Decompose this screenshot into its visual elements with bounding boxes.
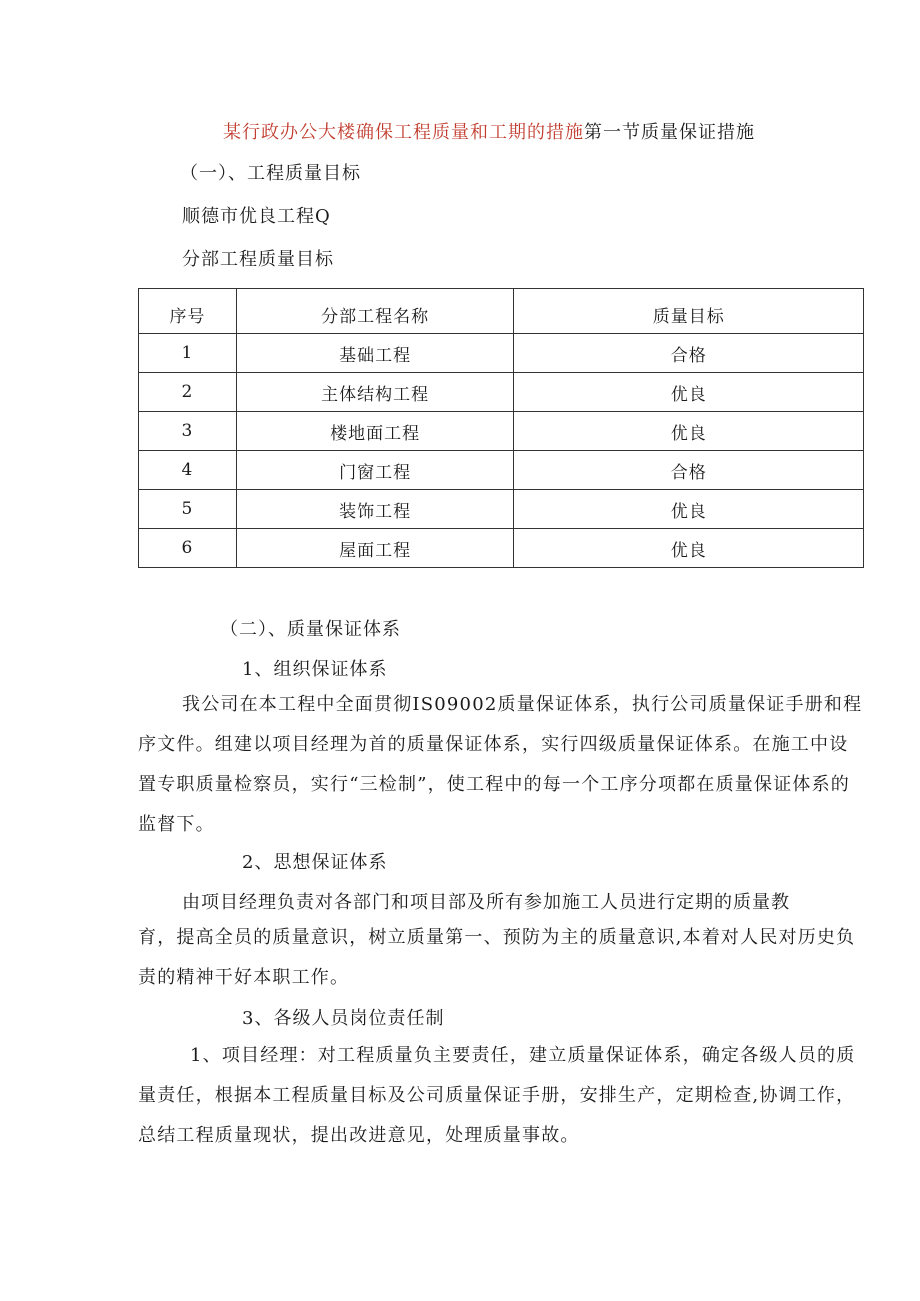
table-header-row bbox=[139, 289, 864, 334]
row-goal: 合格 bbox=[514, 451, 864, 490]
quality-goals-table bbox=[138, 288, 864, 568]
row-goal: 优良 bbox=[514, 490, 864, 529]
header-index: 序号 bbox=[139, 289, 237, 334]
row-name: 主体结构工程 bbox=[236, 373, 514, 412]
section2-sub1: 1、组织保证体系 bbox=[242, 659, 388, 680]
table-row bbox=[139, 334, 864, 373]
row-name: 门窗工程 bbox=[236, 451, 514, 490]
table-row bbox=[139, 373, 864, 412]
row-name: 基础工程 bbox=[236, 334, 514, 373]
row-index: 3 bbox=[139, 412, 237, 451]
row-name: 装饰工程 bbox=[236, 490, 514, 529]
row-goal: 优良 bbox=[514, 373, 864, 412]
section2-heading: （二）、质量保证体系 bbox=[220, 619, 401, 640]
row-name: 屋面工程 bbox=[236, 529, 514, 568]
row-index: 6 bbox=[139, 529, 237, 568]
row-index: 4 bbox=[139, 451, 237, 490]
table-row bbox=[139, 412, 864, 451]
table-row bbox=[139, 451, 864, 490]
table-row bbox=[139, 529, 864, 568]
row-goal: 优良 bbox=[514, 412, 864, 451]
header-name: 分部工程名称 bbox=[236, 289, 514, 334]
row-goal: 合格 bbox=[514, 334, 864, 373]
row-goal: 优良 bbox=[514, 529, 864, 568]
title-red-part: 某行政办公大楼确保工程质量和工期的措施 bbox=[223, 122, 584, 143]
section2-sub3: 3、各级人员岗位责任制 bbox=[242, 1008, 445, 1029]
table-row bbox=[139, 490, 864, 529]
section2-para2-rest: 育，提高全员的质量意识，树立质量第一、预防为主的质量意识,本着对人民对历史负责的精神干好本职工作。 bbox=[138, 927, 856, 988]
header-goal: 质量目标 bbox=[514, 289, 864, 334]
section2-para1: 我公司在本工程中全面贯彻IS09002质量保证体系，执行公司质量保证手册和程序文件。组建以项目经理为首的质量保证体系，实行四级质量保证体系。在施工中设置专职质量检察员，实行“三检制”，使工程中的每一个工序分项都在质量保证体系的监督下。 bbox=[138, 694, 863, 835]
row-index: 5 bbox=[139, 490, 237, 529]
row-index: 2 bbox=[139, 373, 237, 412]
section1-heading: （一）、工程质量目标 bbox=[180, 163, 361, 184]
section2-para2-line1: 由项目经理负责对各部门和项目部及所有参加施工人员进行定期的质量教 bbox=[182, 892, 790, 913]
section1-line1: 顺德市优良工程Q bbox=[182, 206, 331, 227]
section1-line2: 分部工程质量目标 bbox=[182, 249, 334, 270]
section2-para3: 1、项目经理：对工程质量负主要责任，建立质量保证体系，确定各级人员的质量责任，根据本工程质量目标及公司质量保证手册，安排生产，定期检查,协调工作，总结工程质量现状，提出改进意见，处理质量事故。 bbox=[138, 1045, 856, 1146]
document-title bbox=[223, 122, 755, 144]
row-name: 楼地面工程 bbox=[236, 412, 514, 451]
title-black-part: 第一节质量保证措施 bbox=[584, 122, 755, 143]
section2-sub2: 2、思想保证体系 bbox=[242, 852, 388, 873]
row-index: 1 bbox=[139, 334, 237, 373]
